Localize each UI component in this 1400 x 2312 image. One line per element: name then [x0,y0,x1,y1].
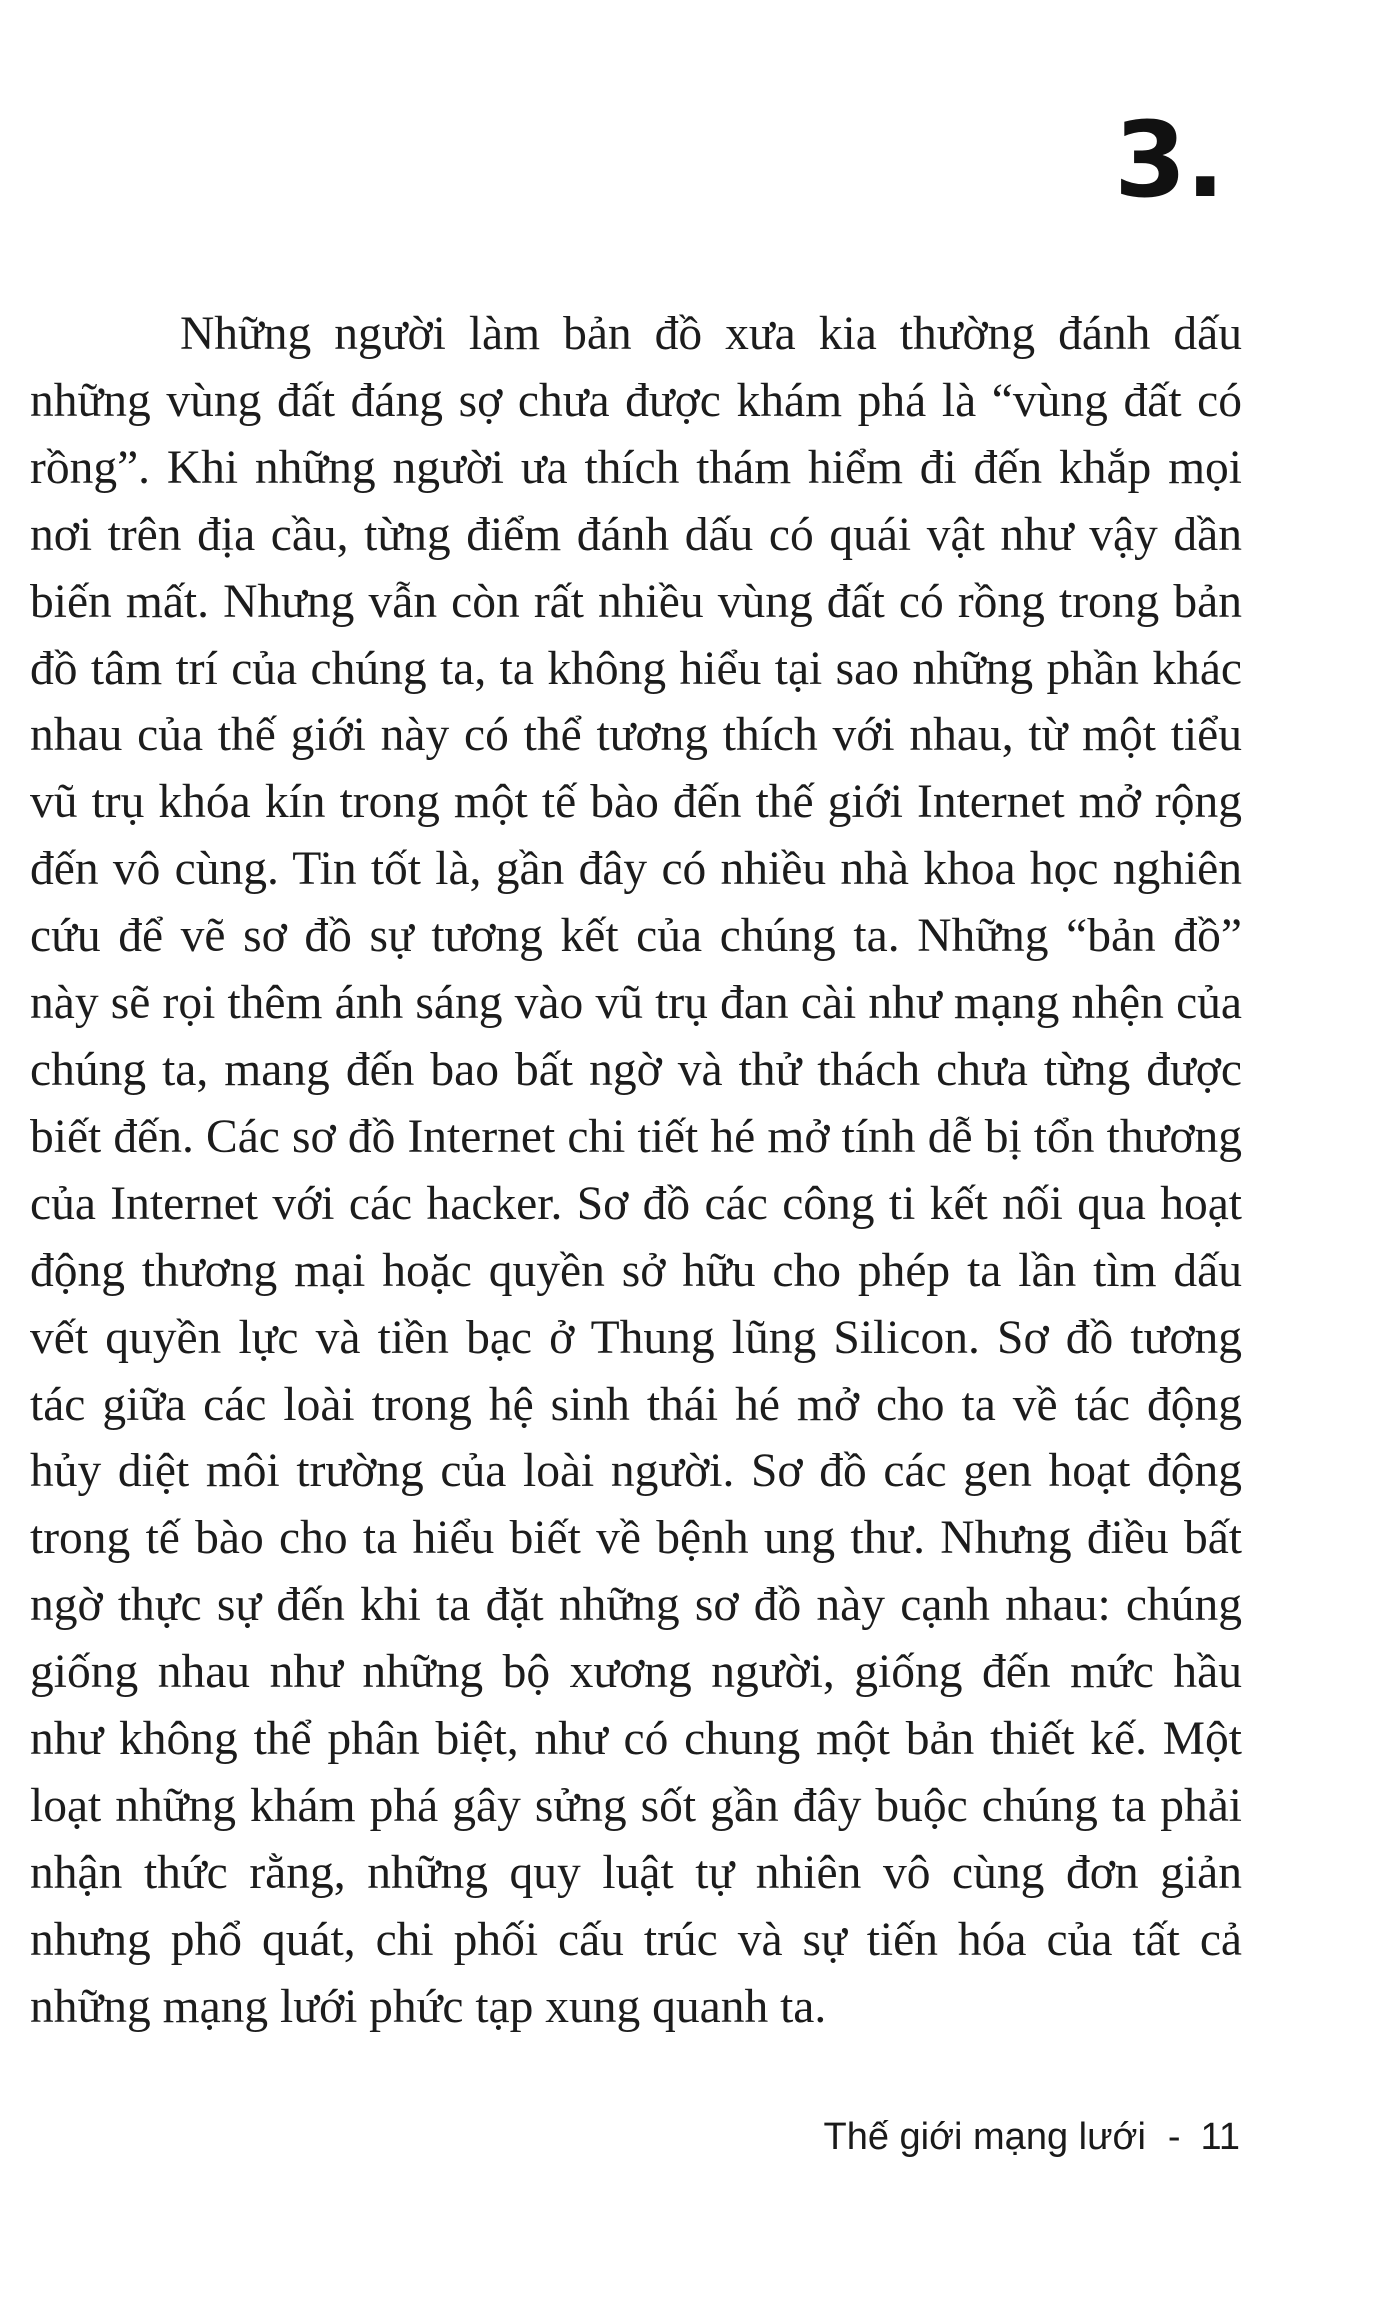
footer-page-number: 11 [1200,2116,1240,2158]
footer-book-title: Thế giới mạng lưới [823,2116,1146,2158]
body-paragraph [30,301,1242,2041]
running-footer [824,2118,1241,2156]
footer-separator: - [1167,2116,1181,2158]
chapter-number: 3. [1114,99,1224,221]
body-paragraph-text: Những người làm bản đồ xưa kia thường đánh dấu những vùng đất đáng sợ chưa được khám phá là “vùng đất có rồng”. Khi những người ưa thích thám hiểm đi đến khắp mọi nơi trên địa cầu, từng điểm đánh dấu có quái vật như vậy dần biến mất. Nhưng vẫn còn rất nhiều vùng đất có rồng trong bản đồ tâm trí của chúng ta, ta không hiểu tại sao những phần khác nhau của thế giới này có thể tương thích với nhau, từ một tiểu vũ trụ khóa kín trong một tế bào đến thế giới Internet mở rộng đến vô cùng. Tin tốt là, gần đây có nhiều nhà khoa học nghiên cứu để vẽ sơ đồ sự tương kết của chúng ta. Những “bản đồ” này sẽ rọi thêm ánh sáng vào vũ trụ đan cài như mạng nhện của chúng ta, mang đến bao bất ngờ và thử thách chưa từng được biết đến. Các sơ đồ Internet chi tiết hé mở tính dễ bị tổn thương của Internet với các hacker. Sơ đồ các công ti kết nối qua hoạt động thương mại hoặc quyền sở hữu cho phép ta lần tìm dấu vết quyền lực và tiền bạc ở Thung lũng Silicon. Sơ đồ tương tác giữa các loài trong hệ sinh thái hé mở cho ta về tác động hủy diệt môi trường của loài người. Sơ đồ các gen hoạt động trong tế bào cho ta hiểu biết về bệnh ung thư. Nhưng điều bất ngờ thực sự đến khi ta đặt những sơ đồ này cạnh nhau: chúng giống nhau như những bộ xương người, giống đến mức hầu như không thể phân biệt, như có chung một bản thiết kế. Một loạt những khám phá gây sửng sốt gần đây buộc chúng ta phải nhận thức rằng, những quy luật tự nhiên vô cùng đơn giản nhưng phổ quát, chi phối cấu trúc và sự tiến hóa của tất cả những mạng lưới phức tạp xung quanh ta. [30,308,1242,2033]
